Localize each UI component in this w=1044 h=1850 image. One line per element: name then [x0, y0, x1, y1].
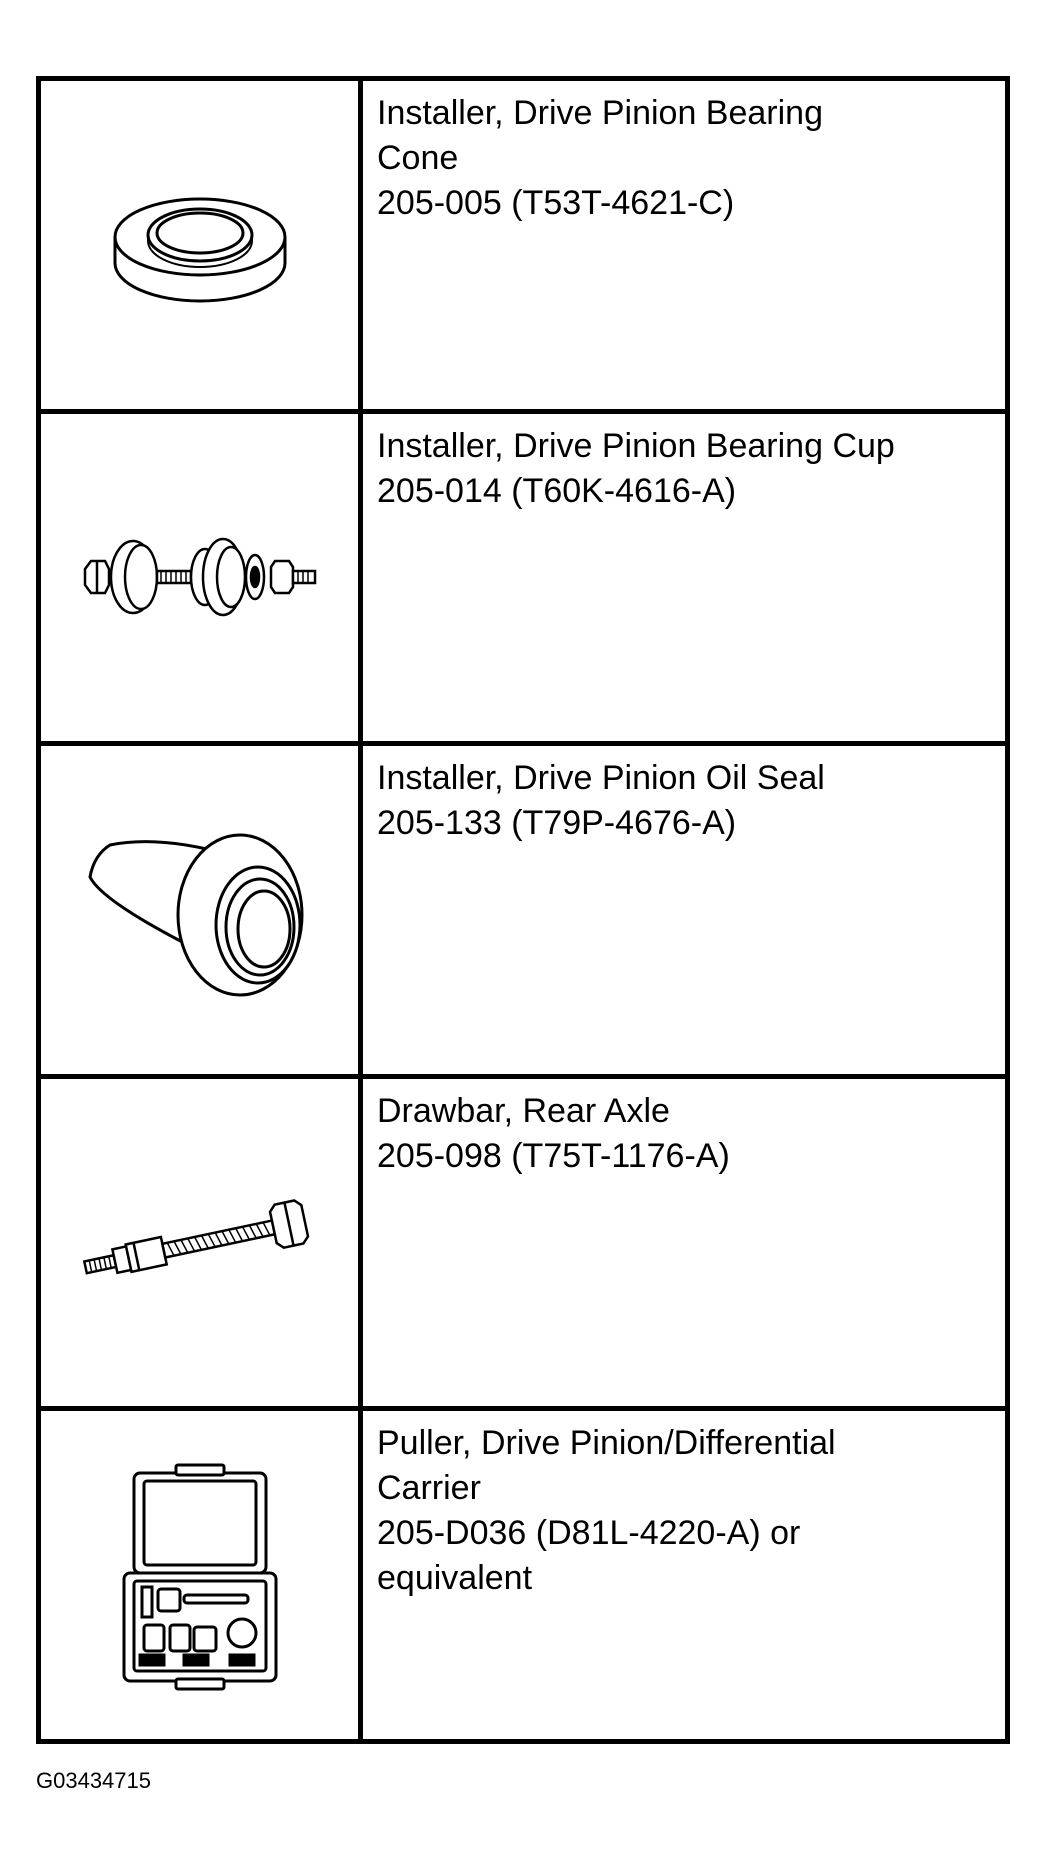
tool-name-line: Drawbar, Rear Axle — [377, 1091, 670, 1130]
tool-part-number: 205-098 (T75T-1176-A) — [377, 1136, 730, 1175]
tool-description-cell — [361, 79, 1008, 412]
figure-id: G03434715 — [36, 1768, 151, 1793]
tool-part-number: 205-014 (T60K-4616-A) — [377, 471, 737, 510]
tool-description-cell — [361, 1409, 1008, 1742]
tool-name-line: Puller, Drive Pinion/Differential — [377, 1424, 836, 1463]
tool-image-cell — [39, 1076, 361, 1409]
tool-part-number: 205-D036 (D81L-4220-A) or — [377, 1514, 801, 1553]
table-row — [39, 744, 1008, 1077]
table-row — [39, 1076, 1008, 1409]
tool-image-cell — [39, 79, 361, 412]
drawbar-icon — [75, 1193, 325, 1293]
tool-image-cell — [39, 744, 361, 1077]
puller-kit-case-icon — [110, 1455, 290, 1695]
tool-image-cell — [39, 1409, 361, 1742]
bearing-cone-installer-icon — [90, 175, 310, 315]
tool-name-line: Carrier — [377, 1469, 481, 1508]
tool-description-cell — [361, 411, 1008, 744]
tool-name-line: Installer, Drive Pinion Bearing — [377, 94, 824, 132]
tool-name-line: Installer, Drive Pinion Oil Seal — [377, 759, 825, 798]
tool-part-number: 205-133 (T79P-4676-A) — [377, 804, 737, 843]
bearing-cup-installer-icon — [75, 527, 325, 627]
tool-description-cell — [361, 1076, 1008, 1409]
oil-seal-installer-icon — [80, 815, 320, 1005]
tool-name-line: Cone — [377, 139, 459, 177]
table-row — [39, 1409, 1008, 1742]
special-tools-table — [36, 76, 1010, 1744]
tool-part-number: equivalent — [377, 1559, 533, 1598]
tool-description-cell — [361, 744, 1008, 1077]
tool-part-number: 205-005 (T53T-4621-C) — [377, 184, 735, 222]
tool-name-line: Installer, Drive Pinion Bearing Cup — [377, 426, 895, 465]
tool-image-cell — [39, 411, 361, 744]
table-row — [39, 79, 1008, 412]
table-row — [39, 411, 1008, 744]
